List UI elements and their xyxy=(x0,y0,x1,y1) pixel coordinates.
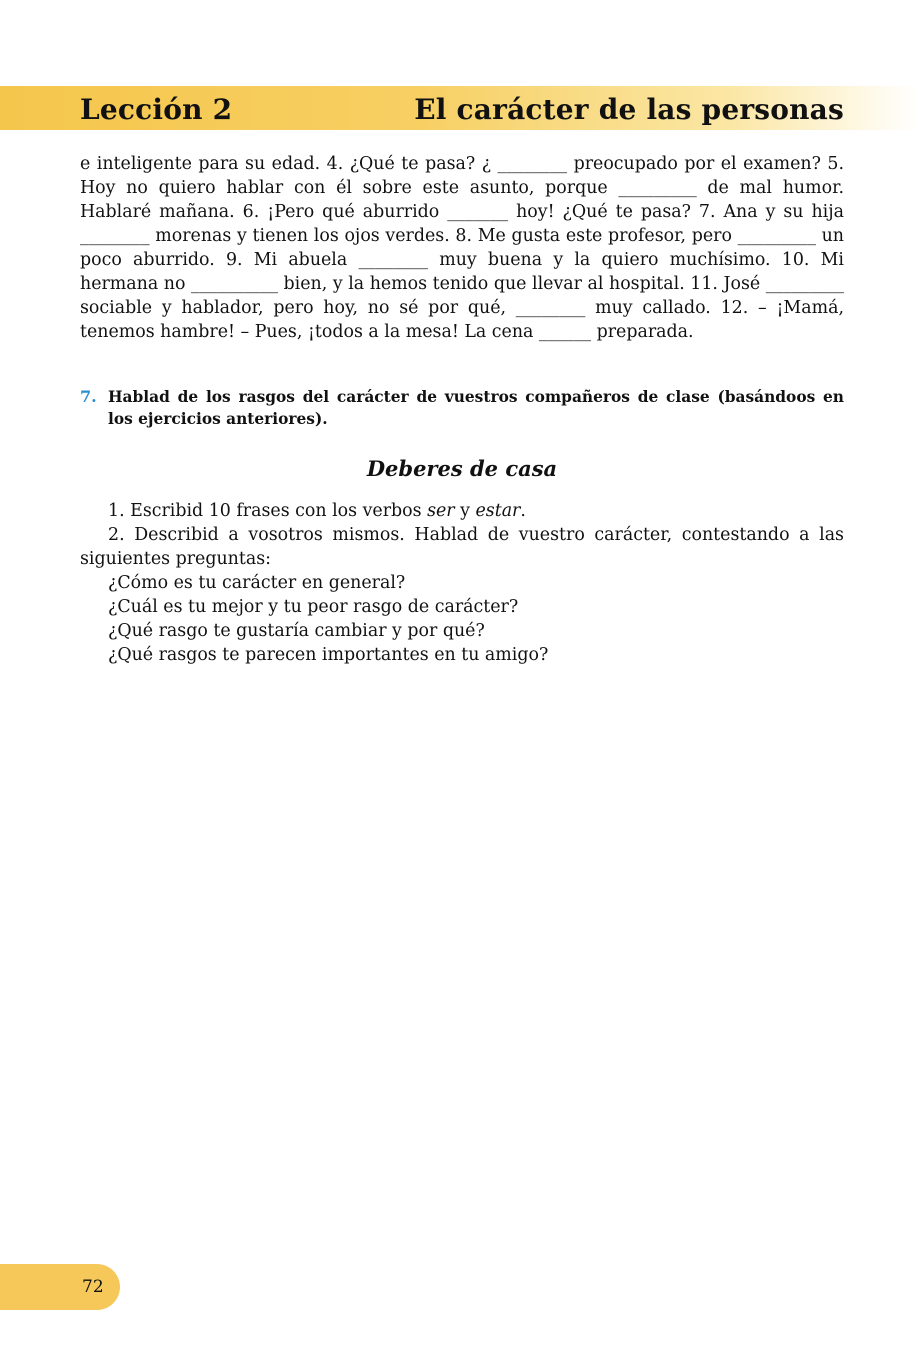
homework-item-1-prefix: 1. Escribid 10 frases con los verbos xyxy=(108,501,428,521)
homework-item-1 xyxy=(80,499,844,523)
exercise-continuation-text: e inteligente para su edad. 4. ¿Qué te pasa? ¿ ________ preocupado por el examen? 5. Hoy no quiero hablar con él sobre este asunto, porque _________ de mal humor. Hablaré mañana. 6. ¡Pero qué aburrido _______ hoy! ¿Qué te pasa? 7. Ana y su hija ________ morenas y tienen los ojos verdes. 8. Me gusta este profesor, pero _________ un poco aburrido. 9. Mi abuela ________ muy buena y la quiero muchísimo. 10. Mi hermana no __________ bien, y la hemos tenido que llevar al hospital. 11. José _________ sociable y hablador, pero hoy, no sé por qué, ________ muy callado. 12. – ¡Mamá, tenemos hambre! – Pues, ¡todos a la mesa! La cena ______ preparada. xyxy=(80,154,844,342)
homework-title: Deberes de casa xyxy=(366,456,558,481)
verb-estar: estar xyxy=(475,501,521,521)
question-1: ¿Cómo es tu carácter en general? xyxy=(108,573,406,593)
homework-item-2: 2. Describid a vosotros mismos. Hablad de vuestro carácter, contestando a las siguientes preguntas: xyxy=(80,525,844,569)
question-2: ¿Cuál es tu mejor y tu peor rasgo de carácter? xyxy=(108,597,519,617)
question-4: ¿Qué rasgos te parecen importantes en tu amigo? xyxy=(108,645,549,665)
question-3: ¿Qué rasgo te gustaría cambiar y por qué? xyxy=(108,621,485,641)
exercise-instruction: Hablad de los rasgos del carácter de vuestros compañeros de clase (basándoos en los ejercicios anteriores). xyxy=(108,388,844,428)
lesson-topic: El carácter de las personas xyxy=(414,93,844,126)
exercise-number: 7. xyxy=(80,387,97,406)
homework-item-1-middle: y xyxy=(454,501,476,521)
lesson-label: Lección 2 xyxy=(80,93,233,126)
exercise-7 xyxy=(80,386,844,430)
page-number: 72 xyxy=(82,1277,104,1297)
verb-ser: ser xyxy=(427,501,455,521)
homework-item-1-suffix: . xyxy=(520,501,526,521)
homework-section xyxy=(80,499,844,667)
